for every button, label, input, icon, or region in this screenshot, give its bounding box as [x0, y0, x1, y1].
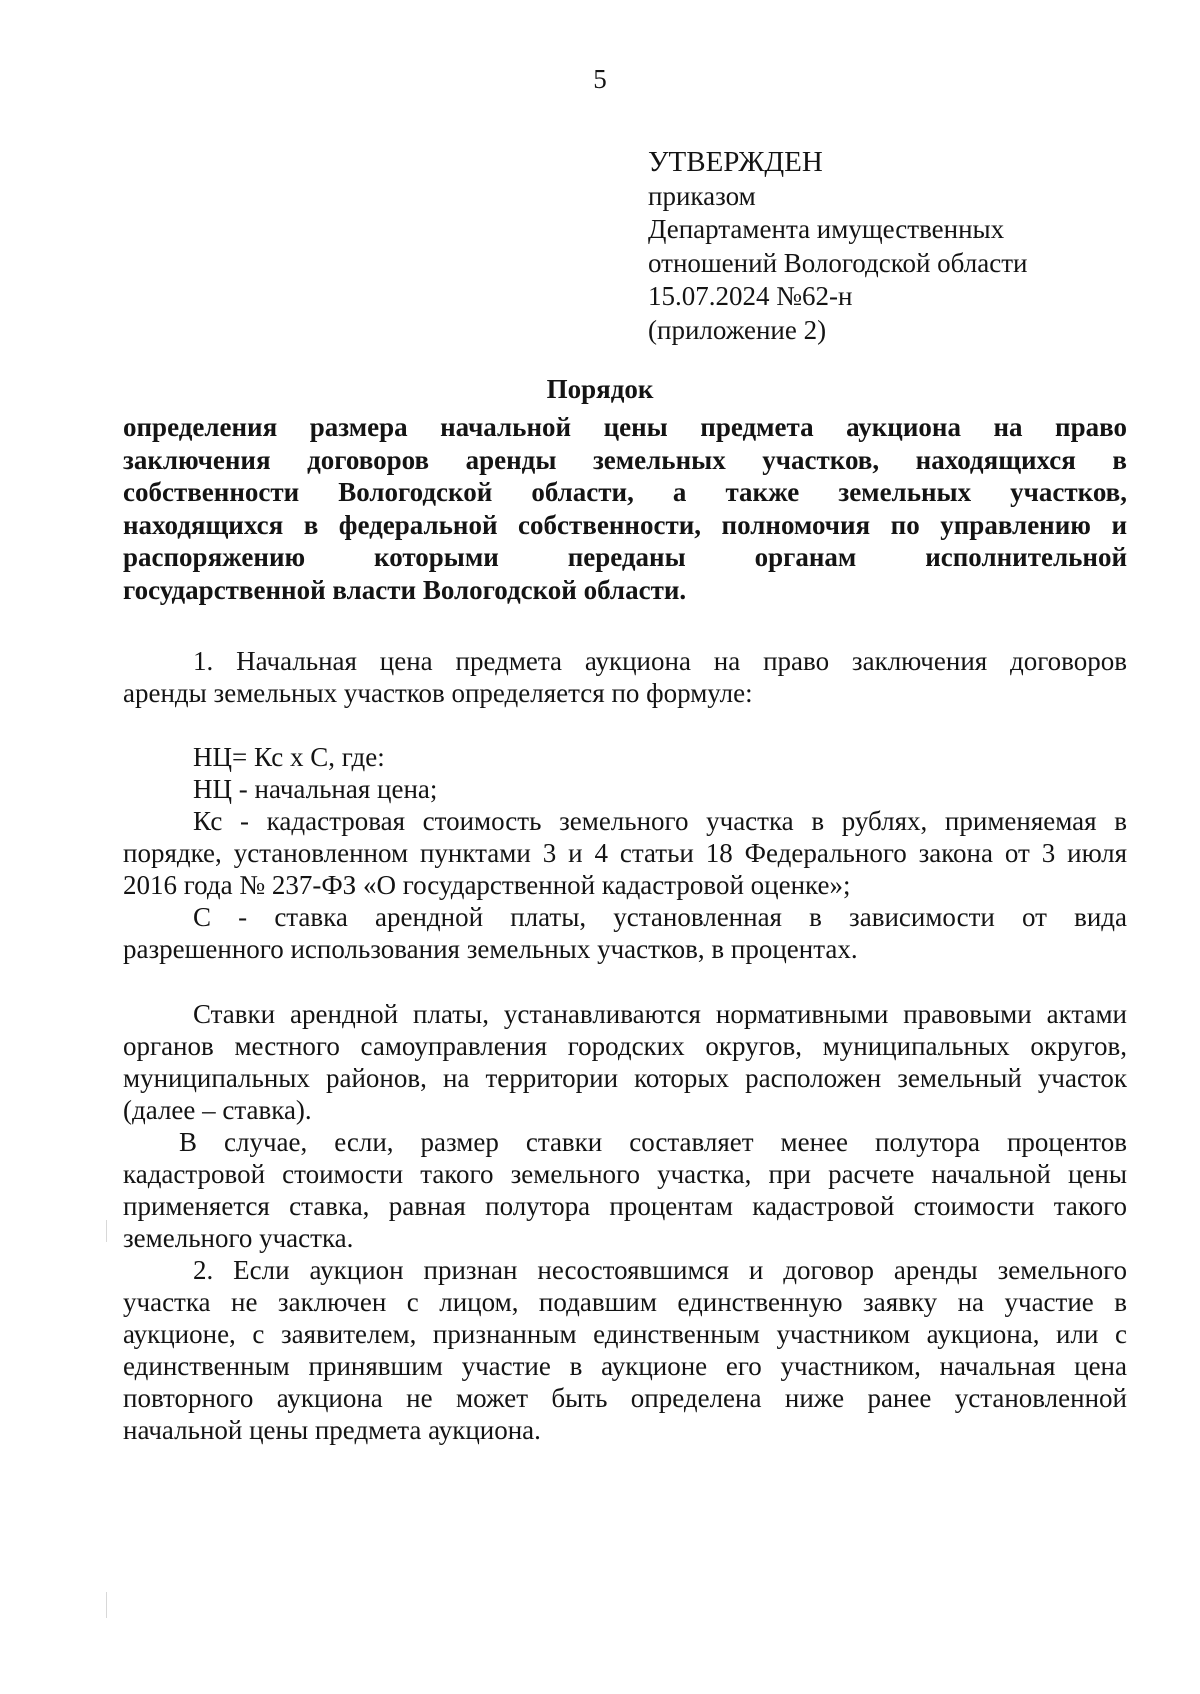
- page-number: 5: [593, 64, 607, 94]
- formula-line: С - ставка арендной платы, установленная в зависимости от вида: [193, 902, 1127, 932]
- paragraph-line: земельного участка.: [123, 1223, 354, 1253]
- formula-line: 2016 года № 237-ФЗ «О государственной кадастровой оценке»;: [123, 870, 851, 900]
- formula-line: разрешенного использования земельных участков, в процентах.: [123, 934, 858, 964]
- heading-line: государственной власти Вологодской области.: [123, 574, 687, 605]
- paragraph-line: 2. Если аукцион признан несостоявшимся и договор аренды земельного: [193, 1255, 1127, 1285]
- approval-line: отношений Вологодской области: [648, 247, 1028, 278]
- heading-line: заключения договоров аренды земельных участков, находящихся в: [123, 444, 1127, 475]
- paragraph-1: [123, 645, 1127, 709]
- heading-line: определения размера начальной цены предмета аукциона на право: [123, 412, 1127, 442]
- formula-block: [123, 741, 1127, 965]
- approval-line: Департамента имущественных: [648, 214, 1005, 244]
- paragraph-line: аренды земельных участков определяется по формуле:: [123, 678, 753, 708]
- paragraph-line: муниципальных районов, на территории которых расположен земельный участок: [123, 1063, 1127, 1093]
- paragraph-line: применяется ставка, равная полутора процентам кадастровой стоимости такого: [123, 1191, 1127, 1221]
- scan-artifact: [106, 1220, 107, 1242]
- paragraph-line: Ставки арендной платы, устанавливаются нормативными правовыми актами: [193, 999, 1127, 1029]
- paragraph-rates: [123, 998, 1127, 1446]
- approval-line: приказом: [648, 180, 756, 211]
- document-title: Порядок: [546, 374, 654, 404]
- formula-line: НЦ= Кс х С, где:: [193, 742, 385, 772]
- approval-appendix: (приложение 2): [648, 314, 827, 345]
- document-heading: [123, 411, 1127, 606]
- formula-line: НЦ - начальная цена;: [193, 774, 438, 804]
- paragraph-line: В случае, если, размер ставки составляет менее полутора процентов: [179, 1127, 1127, 1157]
- approval-order-number: 15.07.2024 №62-н: [648, 281, 853, 311]
- paragraph-line: начальной цены предмета аукциона.: [123, 1415, 541, 1445]
- approval-stamp-title: УТВЕРЖДЕН: [648, 146, 823, 178]
- heading-line: распоряжению которыми переданы органам исполнительной: [123, 542, 1127, 572]
- heading-line: собственности Вологодской области, а также земельных участков,: [123, 477, 1127, 507]
- paragraph-line: кадастровой стоимости такого земельного участка, при расчете начальной цены: [123, 1159, 1127, 1189]
- formula-line: порядке, установленном пунктами 3 и 4 статьи 18 Федерального закона от 3 июля: [123, 838, 1127, 868]
- formula-line: Кс - кадастровая стоимость земельного участка в рублях, применяемая в: [193, 806, 1127, 836]
- paragraph-line: 1. Начальная цена предмета аукциона на право заключения договоров: [193, 646, 1127, 676]
- paragraph-line: участка не заключен с лицом, подавшим единственную заявку на участие в: [123, 1287, 1127, 1317]
- approval-block: [648, 146, 1027, 347]
- scan-artifact: [106, 1592, 107, 1618]
- paragraph-line: повторного аукциона не может быть определена ниже ранее установленной: [123, 1383, 1127, 1413]
- paragraph-line: (далее – ставка).: [123, 1095, 312, 1125]
- paragraph-line: единственным принявшим участие в аукционе его участником, начальная цена: [123, 1351, 1127, 1381]
- paragraph-line: аукционе, с заявителем, признанным единственным участником аукциона, или с: [123, 1319, 1127, 1349]
- paragraph-line: органов местного самоуправления городских округов, муниципальных округов,: [123, 1031, 1127, 1061]
- heading-line: находящихся в федеральной собственности, полномочия по управлению и: [123, 509, 1127, 540]
